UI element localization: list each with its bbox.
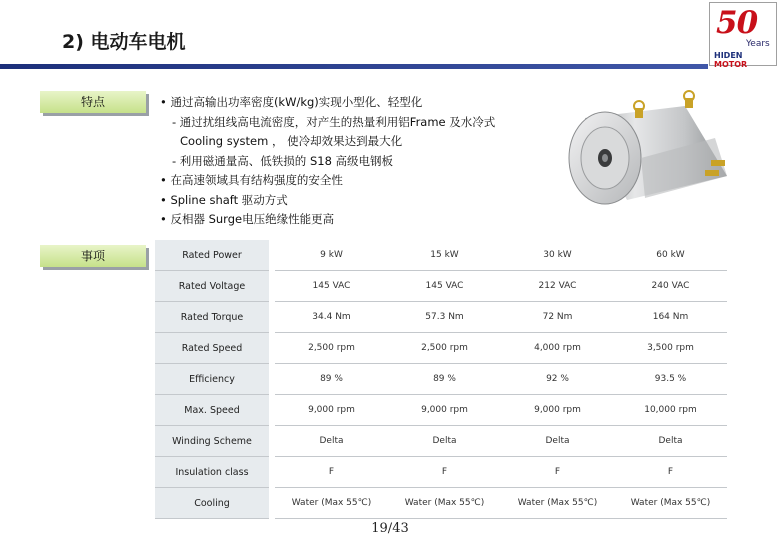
- company-logo: [709, 2, 777, 69]
- logo-brand-main: HIDEN: [714, 51, 743, 60]
- spec-label: Winding Scheme: [155, 426, 269, 457]
- spec-value: 92 %: [501, 364, 614, 395]
- feature-item: Cooling system ， 使冷却效果达到最大化: [180, 134, 403, 148]
- spec-label: Rated Speed: [155, 333, 269, 364]
- spec-value: 72 Nm: [501, 302, 614, 333]
- spec-value: Delta: [501, 426, 614, 457]
- title-divider: [0, 64, 708, 69]
- spec-value: 9,000 rpm: [501, 395, 614, 426]
- spec-value: F: [388, 457, 501, 488]
- feature-item: • Spline shaft 驱动方式: [160, 192, 288, 207]
- spec-value: 4,000 rpm: [501, 333, 614, 364]
- spec-value: 9,000 rpm: [388, 395, 501, 426]
- spec-value: 145 VAC: [388, 271, 501, 302]
- spec-value: 9,000 rpm: [275, 395, 388, 426]
- items-label: 事项: [40, 245, 146, 267]
- logo-brand-sub: MOTOR: [714, 60, 748, 69]
- features-list: [160, 93, 495, 230]
- table-row: [155, 457, 727, 488]
- table-row: [155, 488, 727, 519]
- spec-value: 34.4 Nm: [275, 302, 388, 333]
- spec-value: 164 Nm: [614, 302, 727, 333]
- spec-label: Insulation class: [155, 457, 269, 488]
- spec-value: 3,500 rpm: [614, 333, 727, 364]
- feature-item: • 在高速领域具有结构强度的安全性: [160, 173, 343, 187]
- motor-image: [565, 88, 733, 236]
- spec-value: 145 VAC: [275, 271, 388, 302]
- spec-value: 212 VAC: [501, 271, 614, 302]
- spec-label: Max. Speed: [155, 395, 269, 426]
- spec-value: 10,000 rpm: [614, 395, 727, 426]
- features-label: 特点: [40, 91, 146, 113]
- specs-table: [155, 240, 727, 519]
- spec-value: F: [501, 457, 614, 488]
- table-row: [155, 333, 727, 364]
- spec-value: F: [614, 457, 727, 488]
- table-row: [155, 426, 727, 457]
- spec-value: 57.3 Nm: [388, 302, 501, 333]
- logo-years: Years: [746, 39, 770, 49]
- table-row: [155, 395, 727, 426]
- spec-value: Delta: [275, 426, 388, 457]
- spec-value: Water (Max 55℃): [388, 488, 501, 519]
- spec-value: 89 %: [388, 364, 501, 395]
- spec-value: 15 kW: [388, 240, 501, 271]
- spec-value: Water (Max 55℃): [275, 488, 388, 519]
- specs-body: [155, 240, 727, 519]
- spec-value: 2,500 rpm: [275, 333, 388, 364]
- page-number: 19/43: [371, 521, 409, 536]
- spec-label: Rated Voltage: [155, 271, 269, 302]
- spec-label: Rated Torque: [155, 302, 269, 333]
- feature-item: - 通过扰组线高电流密度，对产生的热量利用铝Frame 及水冷式: [172, 114, 496, 129]
- spec-label: Efficiency: [155, 364, 269, 395]
- table-row: [155, 271, 727, 302]
- spec-value: 240 VAC: [614, 271, 727, 302]
- spec-value: 89 %: [275, 364, 388, 395]
- spec-value: 60 kW: [614, 240, 727, 271]
- spec-label: Rated Power: [155, 240, 269, 271]
- spec-value: Water (Max 55℃): [501, 488, 614, 519]
- spec-value: 2,500 rpm: [388, 333, 501, 364]
- feature-item: • 反相器 Surge电压绝缘性能更高: [160, 212, 335, 226]
- table-row: [155, 302, 727, 333]
- spec-value: 30 kW: [501, 240, 614, 271]
- spec-value: 9 kW: [275, 240, 388, 271]
- spec-value: Water (Max 55℃): [614, 488, 727, 519]
- feature-item: • 通过高输出功率密度(kW/kg)实现小型化、轻型化: [160, 95, 423, 109]
- spec-value: 93.5 %: [614, 364, 727, 395]
- feature-item: - 利用磁通量高、低铁损的 S18 高级电钢板: [172, 153, 394, 168]
- spec-value: Delta: [388, 426, 501, 457]
- spec-value: Delta: [614, 426, 727, 457]
- page-title: 2) 电动车电机: [62, 31, 186, 53]
- table-row: [155, 364, 727, 395]
- logo-number: 50: [716, 5, 758, 41]
- spec-label: Cooling: [155, 488, 269, 519]
- spec-value: F: [275, 457, 388, 488]
- table-row: [155, 240, 727, 271]
- logo-brand: [714, 51, 776, 69]
